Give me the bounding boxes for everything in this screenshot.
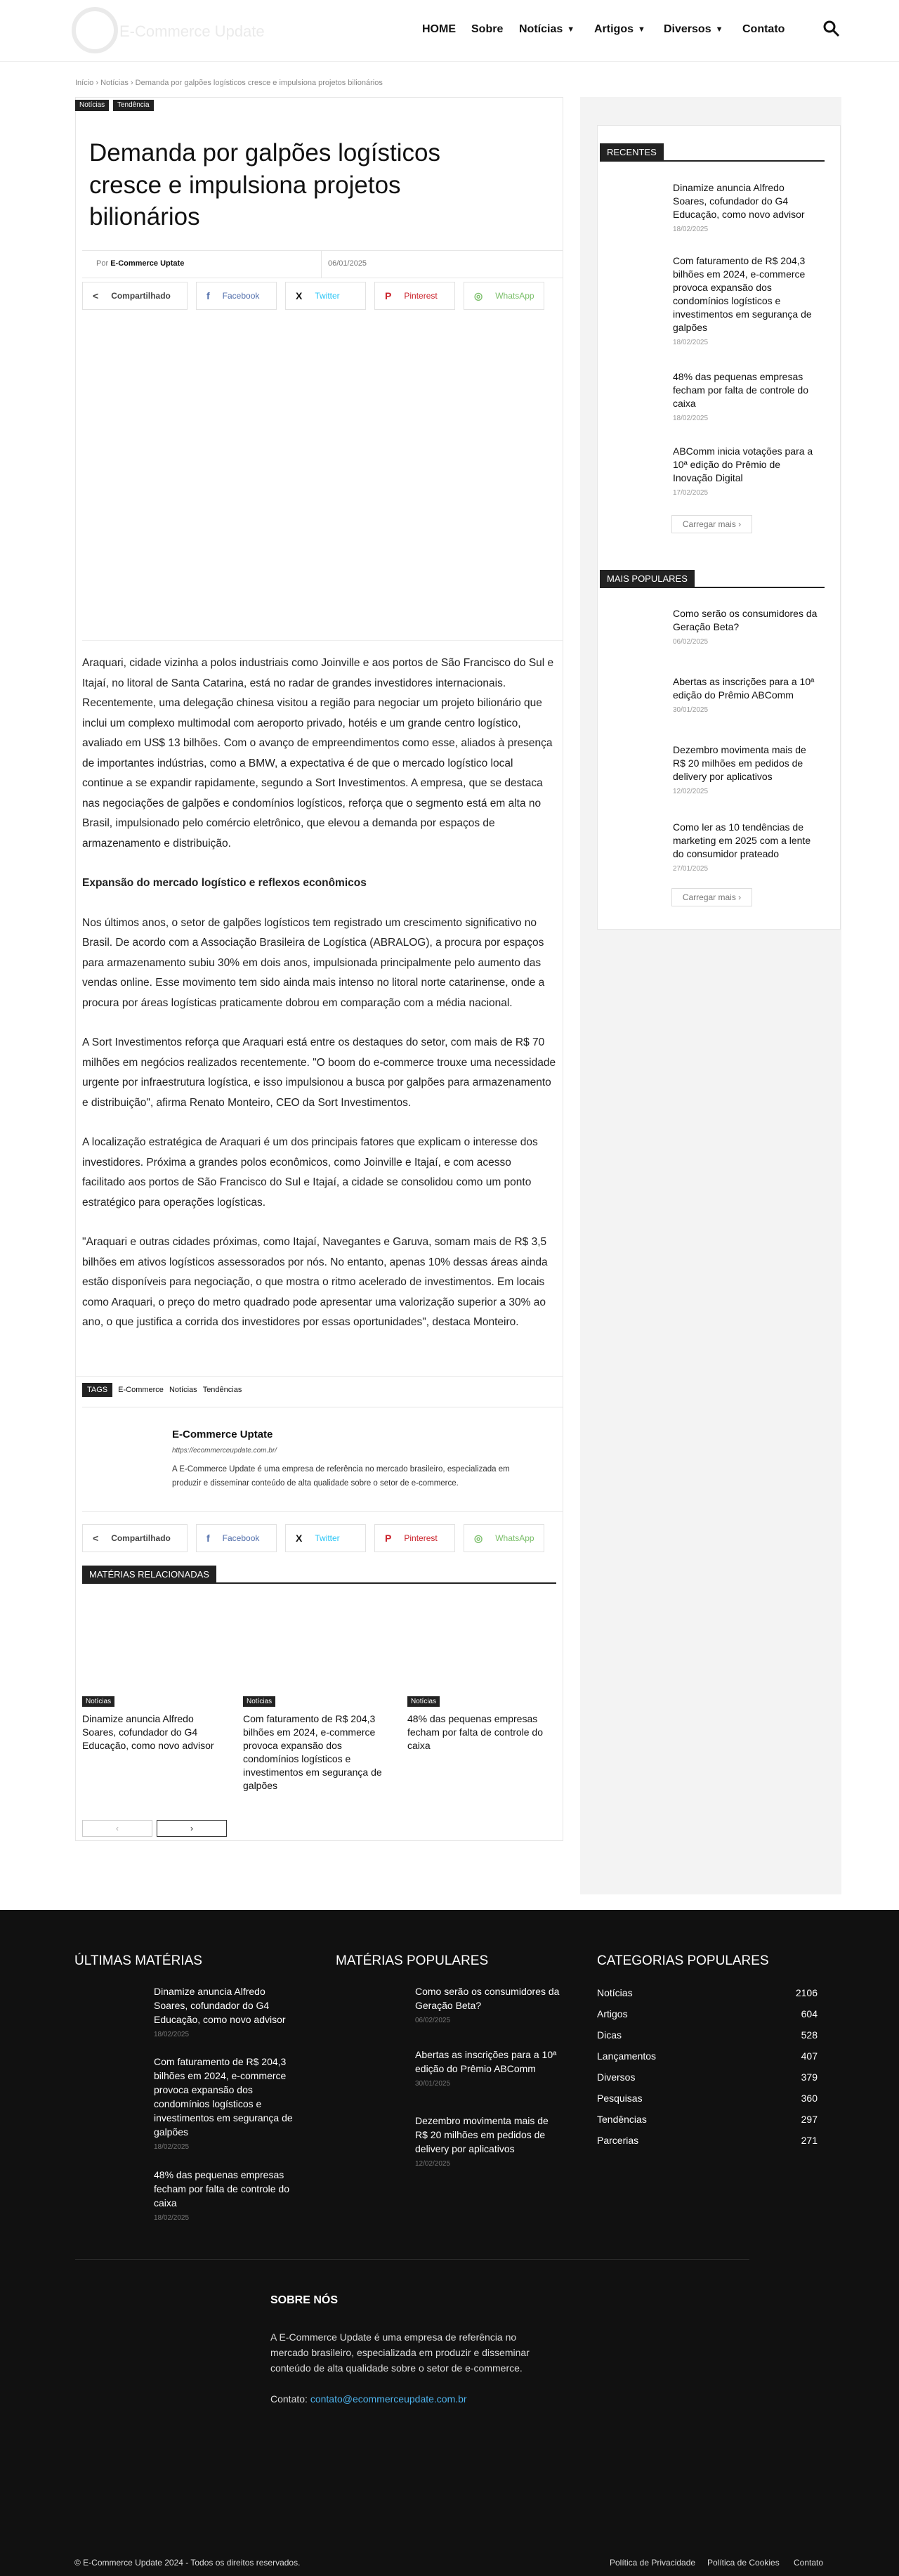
article-paragraph: A localização estratégica de Araquari é um dos principais fatores que explicam o interesse dos investidores. Próxima a grandes polos econômicos, como Joinville e Itajaí, e com acesso facilitado aos portos de São Francisco do Sul e Itajaí, a cidade se consolidou como um ponto estratégico para operações logísticas. (82, 1136, 538, 1209)
category-tag[interactable]: Notícias (75, 100, 109, 111)
category-name: Notícias (597, 1987, 633, 1998)
popular-title[interactable]: Como serão os consumidores da Geração Beta? (673, 608, 818, 632)
nav-noticias[interactable] (519, 23, 575, 36)
section-rule (600, 587, 825, 588)
load-more-recent-button[interactable]: Carregar mais › (671, 515, 752, 533)
x-twitter-icon: X (296, 1533, 303, 1544)
share-pinterest-label: Pinterest (404, 291, 438, 301)
tag-link[interactable]: Tendências (202, 1386, 242, 1394)
recent-title[interactable]: Com faturamento de R$ 204,3 bilhões em 2024, e-commerce provoca expansão dos condomínios logísticos e investimentos em segurança de galpões (673, 255, 812, 333)
category-count: 2106 (795, 1987, 818, 1998)
article-date: 06/01/2025 (328, 259, 367, 268)
footer-category-row[interactable] (597, 2008, 818, 2019)
share-pinterest-button[interactable] (374, 1524, 455, 1552)
share-whatsapp-label: WhatsApp (495, 1533, 534, 1543)
featured-media[interactable] (82, 318, 563, 641)
nav-sobre[interactable]: Sobre (471, 23, 504, 35)
chevron-down-icon: ▼ (638, 25, 645, 34)
tags-label: TAGS (82, 1383, 112, 1397)
related-thumbnail[interactable] (407, 1595, 555, 1693)
footer-latest-title[interactable]: Com faturamento de R$ 204,3 bilhões em 2024, e-commerce provoca expansão dos condomínios logísticos e investimentos em segurança de galpões (154, 2056, 293, 2138)
contact-email-link[interactable]: contato@ecommerceupdate.com.br (310, 2393, 467, 2405)
footer-popular-heading: MATÉRIAS POPULARES (336, 1953, 489, 1968)
about-heading: SOBRE NÓS (270, 2294, 339, 2306)
footer-popular-title[interactable]: Como serão os consumidores da Geração Beta? (415, 1986, 560, 2011)
tag-link[interactable]: E-Commerce (118, 1386, 164, 1394)
recent-item[interactable] (673, 254, 820, 346)
facebook-icon: f (206, 290, 210, 301)
footer-popular-date: 06/02/2025 (415, 2017, 451, 2024)
recent-title[interactable]: ABComm inicia votações para a 10ª edição do Prêmio de Inovação Digital (673, 445, 813, 483)
recent-date: 18/02/2025 (673, 415, 709, 422)
share-bar (82, 281, 544, 311)
nav-artigos-label: Artigos (594, 23, 634, 35)
category-name: Pesquisas (597, 2093, 643, 2104)
whatsapp-icon: ◎ (474, 290, 483, 301)
related-item[interactable] (82, 1595, 230, 1752)
load-more-label: Carregar mais (682, 892, 736, 902)
load-more-label: Carregar mais (682, 519, 736, 529)
recent-date: 18/02/2025 (673, 226, 709, 233)
footer-latest-date: 18/02/2025 (154, 2214, 190, 2222)
share-whatsapp-label: WhatsApp (495, 291, 534, 301)
by-label: Por (96, 259, 109, 268)
article-subheading: Expansão do mercado logístico e reflexos econômicos (82, 877, 367, 889)
category-name: Artigos (597, 2008, 628, 2019)
related-category[interactable]: Notícias (82, 1696, 114, 1707)
popular-date: 30/01/2025 (673, 706, 709, 714)
related-category[interactable]: Notícias (243, 1696, 275, 1707)
footer-popular-item[interactable] (415, 2048, 563, 2088)
chevron-down-icon: ▼ (567, 25, 575, 34)
footer-category-row[interactable] (597, 2093, 818, 2104)
related-heading: MATÉRIAS RELACIONADAS (82, 1566, 216, 1584)
footer-latest-heading: ÚLTIMAS MATÉRIAS (74, 1953, 202, 1968)
nav-diversos-label: Diversos (664, 23, 711, 35)
category-name: Parcerias (597, 2135, 639, 2146)
footer-link-contact[interactable]: Contato (794, 2558, 824, 2568)
footer-category-row[interactable] (597, 1987, 818, 1998)
recent-date: 18/02/2025 (673, 339, 709, 346)
footer-popular-date: 12/02/2025 (415, 2160, 451, 2168)
category-name: Dicas (597, 2029, 622, 2041)
footer-popular-item[interactable] (415, 1984, 563, 2024)
share-label (82, 282, 188, 310)
share-bar-bottom (82, 1523, 544, 1553)
share-label-text: Compartilhado (111, 1533, 171, 1543)
contact-label: Contato: (270, 2393, 308, 2405)
popular-item[interactable] (673, 743, 820, 795)
facebook-icon: f (206, 1533, 210, 1544)
share-pinterest-button[interactable] (374, 282, 455, 310)
breadcrumb-current: Demanda por galpões logísticos cresce e impulsiona projetos bilionários (135, 79, 383, 87)
share-facebook-button[interactable] (196, 282, 277, 310)
recent-item[interactable] (673, 445, 820, 497)
recent-heading: RECENTES (600, 143, 664, 162)
share-twitter-label: Twitter (315, 1533, 340, 1543)
pinterest-icon: P (385, 1533, 392, 1544)
article-title: Demanda por galpões logísticos cresce e impulsiona projetos bilionários (89, 139, 441, 230)
article-body (82, 653, 557, 1353)
breadcrumb-home[interactable]: Início (75, 79, 94, 87)
footer-latest-item[interactable] (154, 2168, 301, 2222)
share-icon: < (93, 1533, 99, 1544)
share-twitter-button[interactable] (285, 1524, 366, 1552)
popular-date: 12/02/2025 (673, 788, 709, 795)
x-twitter-icon: X (296, 290, 303, 301)
article-paragraph: Nos últimos anos, o setor de galpões logísticos tem registrado um crescimento significativo no Brasil. De acordo com a Associação Brasileira de Logística (ABRALOG), a procura por espaços para armazenamento subiu 30% em dois anos, impulsionada principalmente pelo aumento das vendas online. Esse movimento tem sido ainda mais intenso no litoral norte catarinense, onde a procura por áreas logísticas praticamente dobrou em comparação com a média nacional. (82, 916, 545, 1009)
nav-contato[interactable]: Contato (742, 23, 785, 35)
load-more-popular-button[interactable]: Carregar mais › (671, 888, 752, 906)
share-twitter-button[interactable] (285, 282, 366, 310)
author-link[interactable]: E-Commerce Uptate (110, 259, 185, 268)
prev-page-button[interactable]: ‹ (82, 1820, 152, 1837)
site-logo[interactable] (72, 7, 272, 53)
breadcrumb (75, 79, 383, 87)
whatsapp-icon: ◎ (474, 1532, 483, 1544)
author-box-url[interactable]: https://ecommerceupdate.com.br/ (172, 1447, 277, 1455)
popular-item[interactable] (673, 607, 820, 646)
popular-date: 27/01/2025 (673, 865, 709, 873)
article-meta (82, 250, 563, 278)
footer-latest-date: 18/02/2025 (154, 2143, 190, 2151)
share-whatsapp-button[interactable] (464, 282, 544, 310)
related-item[interactable] (407, 1595, 555, 1752)
popular-heading: MAIS POPULARES (600, 570, 695, 588)
related-thumbnail[interactable] (243, 1595, 391, 1693)
breadcrumb-separator: › (130, 79, 133, 87)
popular-title[interactable]: Abertas as inscrições para a 10ª edição do Prêmio ABComm (673, 676, 815, 701)
footer-latest-title[interactable]: Dinamize anuncia Alfredo Soares, cofundador do G4 Educação, como novo advisor (154, 1986, 286, 2025)
footer-popular-title[interactable]: Abertas as inscrições para a 10ª edição do Prêmio ABComm (415, 2049, 557, 2074)
author-box-name[interactable]: E-Commerce Uptate (172, 1429, 273, 1440)
footer-categories-heading: CATEGORIAS POPULARES (597, 1953, 769, 1968)
share-pinterest-label: Pinterest (404, 1533, 438, 1543)
related-category[interactable]: Notícias (407, 1696, 440, 1707)
related-title[interactable]: Dinamize anuncia Alfredo Soares, cofundador do G4 Educação, como novo advisor (82, 1713, 214, 1751)
share-facebook-label: Facebook (222, 1533, 260, 1543)
category-count: 297 (801, 2114, 818, 2125)
popular-date: 06/02/2025 (673, 638, 709, 646)
breadcrumb-noticias[interactable]: Notícias (100, 79, 129, 87)
category-tag[interactable]: Tendência (113, 100, 154, 111)
pinterest-icon: P (385, 290, 392, 301)
contact-line (270, 2393, 467, 2405)
author-avatar (92, 1423, 162, 1493)
footer-latest-title[interactable]: 48% das pequenas empresas fecham por falta de controle do caixa (154, 2169, 290, 2209)
tag-link[interactable]: Notícias (169, 1386, 197, 1394)
recent-title[interactable]: 48% das pequenas empresas fecham por falta de controle do caixa (673, 371, 809, 409)
footer-latest-item[interactable] (154, 1984, 301, 2038)
recent-item[interactable] (673, 181, 820, 233)
footer-popular-title[interactable]: Dezembro movimenta mais de R$ 20 milhões em pedidos de delivery por aplicativos (415, 2115, 549, 2154)
category-count: 604 (801, 2008, 818, 2019)
share-facebook-label: Facebook (222, 291, 260, 301)
footer-category-row[interactable] (597, 2114, 818, 2125)
nav-noticias-label: Notícias (519, 23, 563, 35)
popular-item[interactable] (673, 675, 820, 714)
breadcrumb-separator: › (96, 79, 99, 87)
category-name: Lançamentos (597, 2050, 657, 2062)
category-count: 360 (801, 2093, 818, 2104)
share-twitter-label: Twitter (315, 291, 340, 301)
author-box-bio: A E-Commerce Update é uma empresa de referência no mercado brasileiro, especializada em produzir e disseminar conteúdo de alta qualidade sobre o setor de e-commerce. (172, 1465, 510, 1488)
next-page-button[interactable]: › (157, 1820, 227, 1837)
byline (96, 259, 184, 268)
footer-link-privacy[interactable]: Política de Privacidade (610, 2558, 696, 2568)
share-label-text: Compartilhado (111, 291, 171, 301)
tags-row (82, 1383, 242, 1397)
related-thumbnail[interactable] (82, 1595, 230, 1693)
footer-category-row[interactable] (597, 2050, 818, 2062)
share-icon: < (93, 290, 99, 301)
section-rule (82, 1582, 556, 1584)
category-count: 379 (801, 2071, 818, 2083)
footer-category-row[interactable] (597, 2071, 818, 2083)
share-facebook-button[interactable] (196, 1524, 277, 1552)
footer-latest-item[interactable] (154, 2055, 301, 2151)
popular-title[interactable]: Dezembro movimenta mais de R$ 20 milhões em pedidos de delivery por aplicativos (673, 744, 806, 782)
footer-popular-date: 30/01/2025 (415, 2080, 451, 2088)
category-count: 528 (801, 2029, 818, 2041)
nav-artigos[interactable] (594, 23, 645, 36)
popular-item[interactable] (673, 821, 820, 873)
logo-mark (72, 7, 118, 53)
footer-popular-item[interactable] (415, 2114, 563, 2168)
footer-category-row[interactable] (597, 2029, 818, 2041)
article-paragraph: A Sort Investimentos reforça que Araquari está entre os destaques do setor, com mais de R$ 70 milhões em negócios realizados recentemente. "O boom do e-commerce trouxe uma necessidade urgente por infraestrutura logística, e isso impulsionou a busca por galpões para armazenamento e distribuição", afirma Renato Monteiro, CEO da Sort Investimentos. (82, 1036, 556, 1109)
footer-divider (75, 2259, 749, 2260)
article-paragraph: "Araquari e outras cidades próximas, como Itajaí, Navegantes e Garuva, somam mais de R$ 3,5 bilhões em ativos logísticos assessorados por nós. No entanto, apenas 10% dessas áreas ainda estão disponíveis para negociação, o que mostra o ritmo acelerado de investimentos. Em locais como Araquari, o preço do metro quadrado pode apresentar uma valorização superior a 30% ao ano, o que justifica a corrida dos investidores por essas oportunidades", destaca Monteiro. (82, 1236, 548, 1328)
author-box (82, 1407, 563, 1512)
nav-home[interactable]: HOME (422, 23, 456, 35)
search-icon[interactable] (822, 20, 841, 38)
site-header (0, 0, 899, 62)
related-title[interactable]: Com faturamento de R$ 204,3 bilhões em 2024, e-commerce provoca expansão dos condomínios logísticos e investimentos em segurança de galpões (243, 1713, 382, 1791)
share-label (82, 1524, 188, 1552)
related-item[interactable] (243, 1595, 391, 1793)
section-rule (600, 160, 825, 162)
footer-category-row[interactable] (597, 2135, 818, 2146)
share-whatsapp-button[interactable] (464, 1524, 544, 1552)
category-count: 271 (801, 2135, 818, 2146)
recent-date: 17/02/2025 (673, 489, 709, 497)
copyright: © E-Commerce Update 2024 - Todos os direitos reservados. (74, 2558, 301, 2568)
related-title[interactable]: 48% das pequenas empresas fecham por falta de controle do caixa (407, 1713, 544, 1751)
about-text: A E-Commerce Update é uma empresa de referência no mercado brasileiro, especializada em produzir e disseminar conteúdo de alta qualidade sobre o setor de e-commerce. (270, 2331, 530, 2374)
recent-item[interactable] (673, 370, 820, 422)
footer-latest-date: 18/02/2025 (154, 2031, 190, 2038)
logo-text: E-Commerce Update (119, 22, 265, 40)
article-paragraph: Araquari, cidade vizinha a polos industriais como Joinville e aos portos de São Francisco do Sul e Itajaí, no litoral de Santa Catarina, está no radar de grandes investidores internacionais. Recentemente, uma delegação chinesa visitou a região para negociar um projeto bilionário que inclui um complexo multimodal com aeroporto privado, hotéis e um grande centro logístico, avaliado em US$ 13 bilhões. Com o avanço de empreendimentos como esse, aliados à presença de importantes indústrias, como a BMW, a expectativa é de que o mercado logístico local continue a se expandir rapidamente, segundo a Sort Investimentos. A empresa, que se destaca nas negociações de galpões e condomínios logísticos, reforça que o segmento está em alta no Brasil, impulsionado pelo comércio eletrônico, que elevou a demanda por espaços de armazenamento e distribuição. (82, 657, 554, 850)
category-name: Diversos (597, 2071, 636, 2083)
category-count: 407 (801, 2050, 818, 2062)
nav-diversos[interactable] (664, 23, 723, 36)
recent-title[interactable]: Dinamize anuncia Alfredo Soares, cofundador do G4 Educação, como novo advisor (673, 182, 805, 220)
category-name: Tendências (597, 2114, 647, 2125)
popular-title[interactable]: Como ler as 10 tendências de marketing em 2025 com a lente do consumidor prateado (673, 821, 811, 859)
footer-link-cookies[interactable]: Política de Cookies (707, 2558, 780, 2568)
chevron-down-icon: ▼ (715, 25, 723, 34)
recent-thumbnail[interactable] (601, 180, 664, 223)
